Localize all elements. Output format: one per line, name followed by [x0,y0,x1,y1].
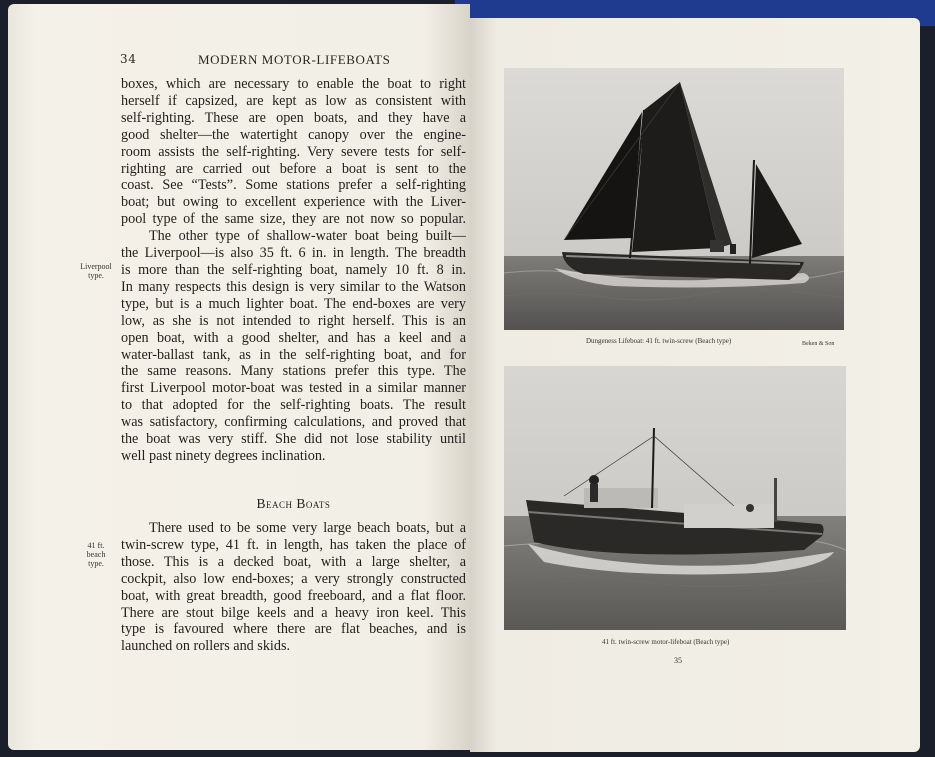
text-line: cockpit, also low end-boxes; a very strongly constructed [121,570,466,587]
sidenote-liverpool [76,262,116,280]
text-line: self-righting. These are open boats, and they have a [121,109,466,126]
sidenote-line: 41 ft. [87,541,105,550]
text-line: boxes, which are necessary to enable the boat to right [121,76,466,92]
paragraph-1 [121,76,466,465]
sidenote-line: type. [88,559,104,568]
text-line: launched on rollers and skids. [121,638,291,655]
text-line: the same reasons. Many stations prefer this type. The [121,363,466,380]
photo-1-caption: Dungeness Lifeboat: 41 ft. twin-screw (Beach type) [586,337,732,345]
text-line: righting are carried out before a boat is sent to the [121,160,466,177]
text-line: the boat was very stiff. She did not lose stability until [121,431,466,448]
text-line: those. This is a decked boat, with a large shelter, a [121,553,466,570]
sidenote-line: Liverpool [80,262,112,271]
text-line: first Liverpool motor-boat was tested in a similar manner [121,380,466,397]
text-line: the Liverpool—is also 35 ft. 6 in. in length. The breadth [121,245,466,262]
sailing-lifeboat-photo [504,68,844,330]
running-title: MODERN MOTOR-LIFEBOATS [198,52,391,67]
text-line: boat, with great breadth, good freeboard, and a flat floor. [121,587,466,604]
text-line: pool type of the same size, they are not now so popular. [121,211,466,228]
text-line: to that adopted for the self-righting boats. The result [121,397,466,414]
text-line: type is favoured where there are flat beaches, and is [121,621,466,638]
text-line: In many respects this design is very similar to the Watson [121,278,466,295]
text-line: There are stout bilge keels and a heavy iron keel. This [121,604,466,621]
text-line: room assists the self-righting. Very severe tests for self- [121,143,466,160]
left-page-number: 34 [120,52,137,66]
text-line: was satisfactory, confirming calculations, and proved that [121,414,466,431]
text-line: good shelter—the watertight canopy over the engine- [121,126,466,143]
text-line: The other type of shallow-water boat being built— [149,228,466,245]
text-line: coast. See “Tests”. Some stations prefer a self-righting [121,177,466,194]
text-line: open boat, with a good shelter, and has a keel and a [121,329,466,346]
text-line: is more than the self-righting boat, namely 10 ft. 8 in. [121,261,466,278]
paragraph-3 [121,520,466,655]
photo-1-credit: Beken & Son [802,341,835,347]
sidenote-line: beach [86,550,106,559]
photo-2-caption: 41 ft. twin-screw motor-lifeboat (Beach type) [602,638,730,646]
text-line: water-ballast tank, as in the self-righting boat, and for [121,346,466,363]
text-line: type, but is a much lighter boat. The end-boxes are very [121,295,466,312]
section-heading: Beach Boats [256,496,331,511]
text-line: well past ninety degrees inclination. [121,447,326,464]
text-line: twin-screw type, 41 ft. in length, has taken the place of [121,536,466,553]
text-line: boat; but owing to excellent experience with the Liver- [121,194,466,211]
right-page-number: 35 [674,656,682,665]
sidenote-line: type. [88,271,104,280]
sidenote-beach [78,541,114,568]
text-line: There used to be some very large beach boats, but a [149,520,466,536]
text-line: low, as she is not intended to right herself. This is an [121,312,466,329]
text-line: herself if capsized, are kept as low as consistent with [121,92,466,109]
motor-lifeboat-photo [504,366,846,630]
open-book [8,4,928,754]
